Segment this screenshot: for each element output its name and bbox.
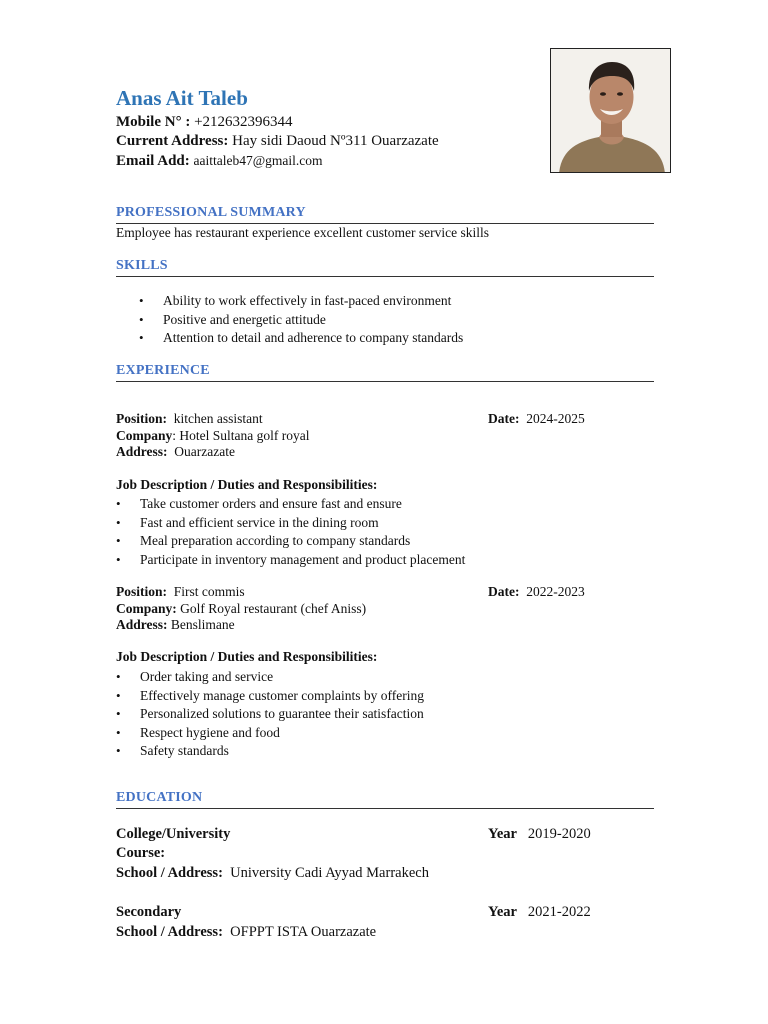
year-label: Year bbox=[488, 904, 517, 920]
date-label: Date: bbox=[488, 584, 520, 599]
list-item: • Order taking and service bbox=[140, 668, 424, 687]
email-label: Email Add: bbox=[116, 153, 190, 169]
edu1-course-line: Course: bbox=[116, 845, 166, 861]
education-divider bbox=[116, 808, 654, 809]
job1-address: Ouarzazate bbox=[174, 444, 235, 459]
edu1-level: College/University bbox=[116, 826, 231, 842]
experience-divider bbox=[116, 381, 654, 382]
job1-position: kitchen assistant bbox=[173, 411, 263, 426]
job2-position-line bbox=[116, 584, 245, 600]
candidate-name: Anas Ait Taleb bbox=[116, 86, 248, 110]
job1-company-line bbox=[116, 428, 310, 444]
job1-address-line bbox=[116, 444, 235, 460]
job2-company: Golf Royal restaurant (chef Aniss) bbox=[180, 601, 367, 616]
education-heading: EDUCATION bbox=[116, 790, 203, 805]
address-line bbox=[116, 133, 439, 150]
skills-heading: SKILLS bbox=[116, 258, 168, 273]
edu1-year-line bbox=[488, 826, 591, 843]
address-label: Current Address: bbox=[116, 133, 229, 149]
job2-position: First commis bbox=[173, 584, 245, 599]
list-item: • Take customer orders and ensure fast and ensure bbox=[140, 495, 465, 514]
job2-duties-heading: Job Description / Duties and Responsibilities: bbox=[116, 649, 378, 664]
skills-divider bbox=[116, 276, 654, 277]
list-item: • Fast and efficient service in the dining room bbox=[140, 514, 465, 533]
job1-position-line bbox=[116, 411, 263, 427]
job2-address: Benslimane bbox=[170, 617, 235, 632]
edu2-level: Secondary bbox=[116, 904, 182, 920]
job1-duties-heading: Job Description / Duties and Responsibilities: bbox=[116, 477, 378, 492]
mobile-label: Mobile N° : bbox=[116, 114, 191, 130]
position-label: Position: bbox=[116, 411, 168, 426]
list-item: • Participate in inventory management and product placement bbox=[140, 551, 465, 570]
date-label: Date: bbox=[488, 411, 520, 426]
position-label: Position: bbox=[116, 584, 168, 599]
list-item: • Ability to work effectively in fast-paced environment bbox=[163, 292, 463, 311]
summary-text: Employee has restaurant experience excellent customer service skills bbox=[116, 225, 489, 240]
company-label: Company: bbox=[116, 601, 177, 616]
job1-date-line bbox=[488, 411, 585, 427]
company-label: Company bbox=[116, 428, 173, 443]
job2-duties-list bbox=[140, 668, 424, 761]
address-value: Hay sidi Daoud Nº311 Ouarzazate bbox=[232, 133, 439, 149]
address-label: Address: bbox=[116, 617, 168, 632]
mobile-value: +212632396344 bbox=[194, 114, 293, 130]
list-item: • Personalized solutions to guarantee their satisfaction bbox=[140, 705, 424, 724]
list-item: • Respect hygiene and food bbox=[140, 724, 424, 743]
job2-address-line bbox=[116, 617, 235, 633]
address-label: Address: bbox=[116, 444, 168, 459]
job1-duties-list bbox=[140, 495, 465, 570]
list-item: • Meal preparation according to company standards bbox=[140, 532, 465, 551]
email-value: aaittaleb47@gmail.com bbox=[193, 153, 323, 168]
school-label: School / Address: bbox=[116, 924, 223, 940]
edu2-year: 2021-2022 bbox=[527, 904, 591, 920]
portrait-image bbox=[551, 49, 671, 173]
skills-list bbox=[163, 292, 463, 348]
year-label: Year bbox=[488, 826, 517, 842]
job2-date: 2022-2023 bbox=[526, 584, 585, 599]
list-item: • Attention to detail and adherence to company standards bbox=[163, 329, 463, 348]
summary-heading: PROFESSIONAL SUMMARY bbox=[116, 205, 306, 220]
job2-date-line bbox=[488, 584, 585, 600]
edu2-school: OFPPT ISTA Ouarzazate bbox=[230, 924, 377, 940]
job1-company: : Hotel Sultana golf royal bbox=[172, 428, 310, 443]
job2-company-line bbox=[116, 601, 366, 617]
experience-heading: EXPERIENCE bbox=[116, 363, 210, 378]
edu1-school: University Cadi Ayyad Marrakech bbox=[230, 865, 429, 881]
summary-divider bbox=[116, 223, 654, 224]
edu2-school-line bbox=[116, 924, 376, 941]
edu1-school-line bbox=[116, 865, 429, 882]
mobile-line bbox=[116, 114, 293, 131]
job1-date: 2024-2025 bbox=[526, 411, 585, 426]
list-item: • Positive and energetic attitude bbox=[163, 311, 463, 330]
email-line bbox=[116, 153, 323, 170]
edu2-year-line bbox=[488, 904, 591, 921]
list-item: • Effectively manage customer complaints by offering bbox=[140, 687, 424, 706]
list-item: • Safety standards bbox=[140, 742, 424, 761]
edu1-year: 2019-2020 bbox=[527, 826, 591, 842]
school-label: School / Address: bbox=[116, 865, 223, 881]
profile-photo bbox=[550, 48, 671, 173]
